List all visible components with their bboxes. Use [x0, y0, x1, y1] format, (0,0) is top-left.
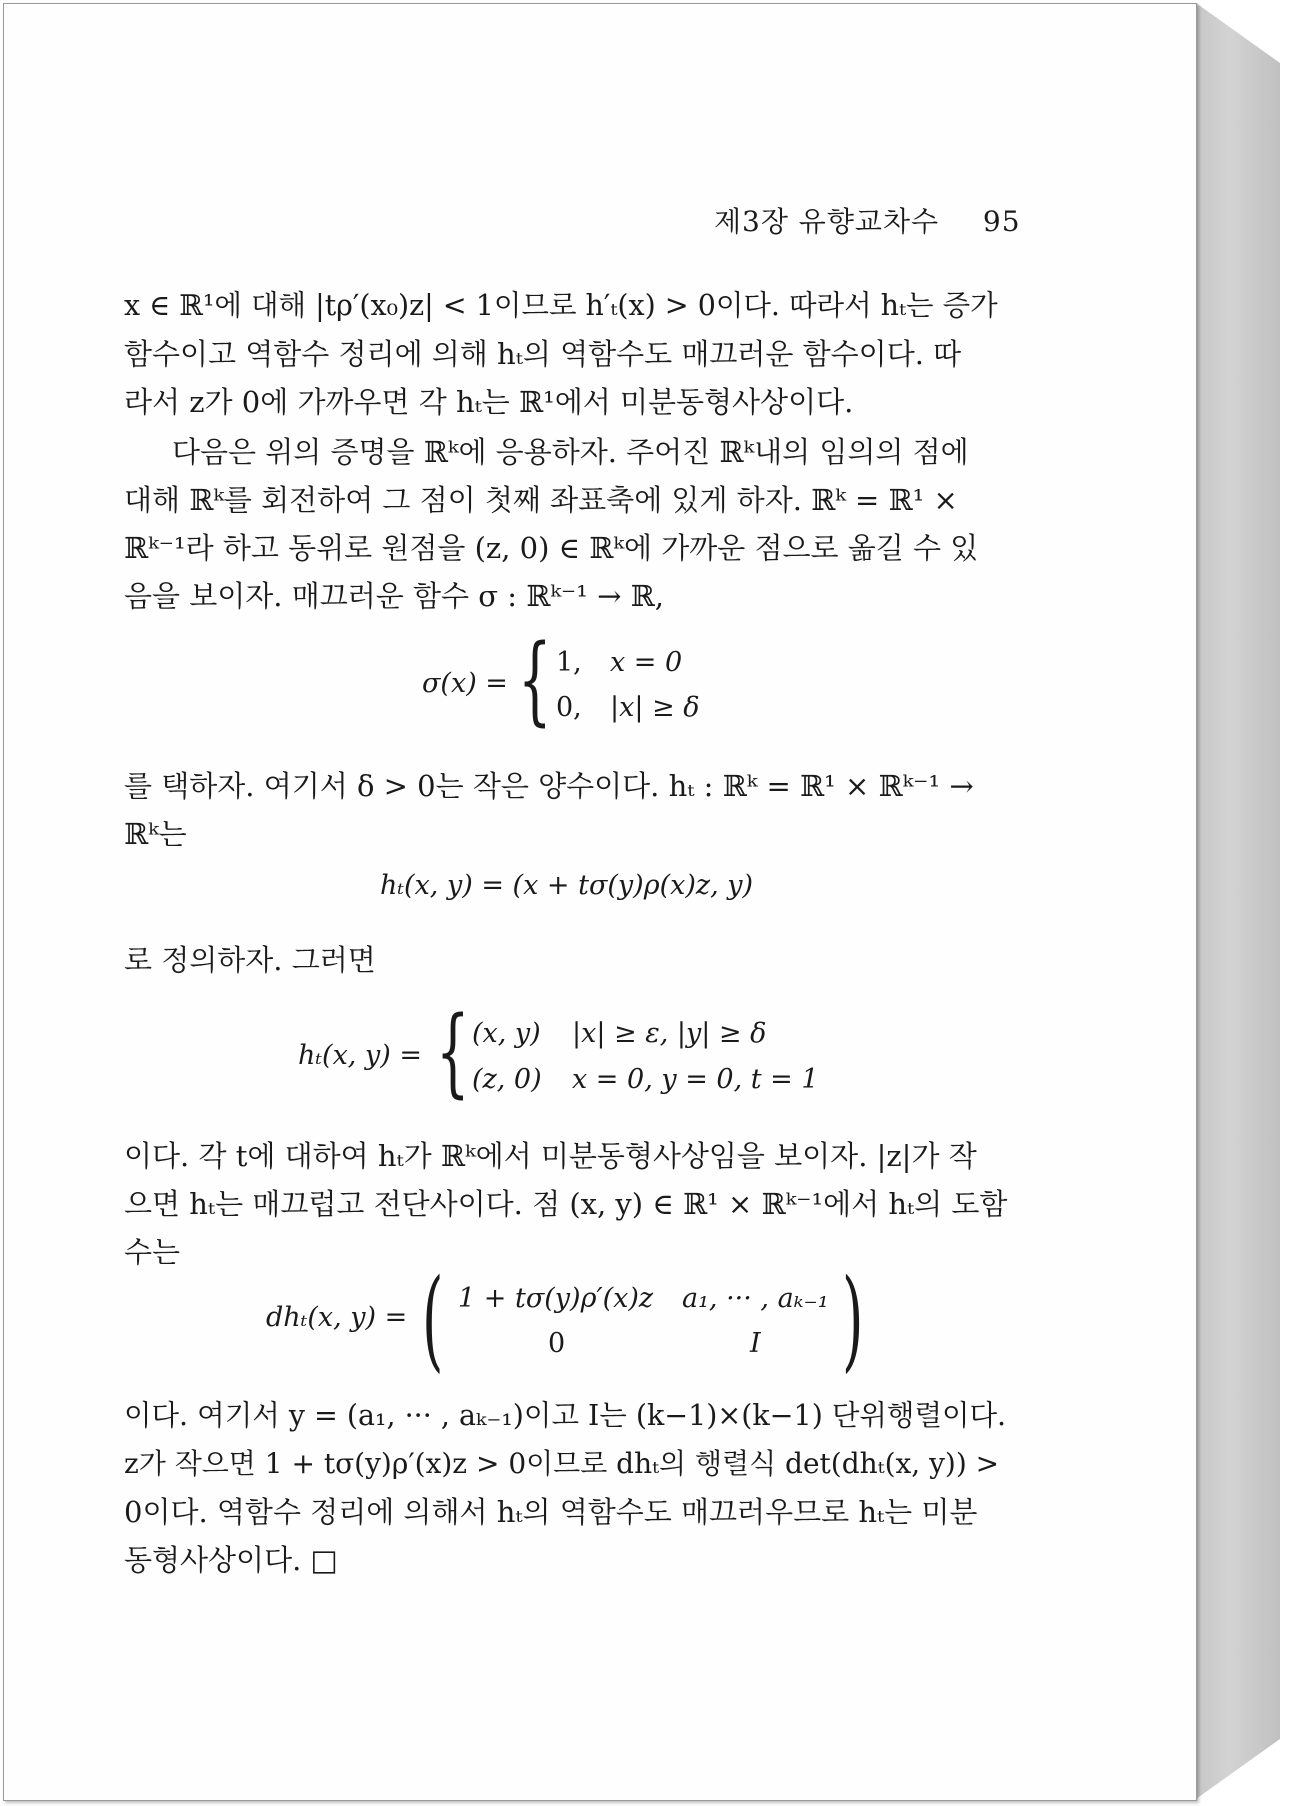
equation-lhs: σ(x) =	[422, 668, 508, 699]
text-line: 이다. 여기서 y = (a₁, ··· , aₖ₋₁)이고 I는 (k−1)×(k−1) 단위행렬이다.	[124, 1399, 1007, 1432]
case-condition: x = 0, y = 0, t = 1	[572, 1064, 819, 1095]
chapter-title: 제3장 유향교차수	[714, 205, 940, 238]
right-paren: )	[842, 1255, 864, 1383]
text-line: 다음은 위의 증명을 ℝᵏ에 응용하자. 주어진 ℝᵏ내의 임의의 점에	[172, 435, 969, 469]
left-brace: {	[518, 624, 552, 736]
case-condition: |x| ≥ δ	[610, 692, 700, 723]
running-header	[714, 200, 1021, 240]
text-line: 으면 hₜ는 매끄럽고 전단사이다. 점 (x, y) ∈ ℝ¹ × ℝᵏ⁻¹에서 hₜ의 도함	[124, 1187, 1008, 1221]
equation-ht-definition: hₜ(x, y) = (x + tσ(y)ρ(x)z, y)	[380, 870, 754, 901]
text-line: 수는	[124, 1235, 181, 1269]
matrix-entry: 1 + tσ(y)ρ′(x)z	[458, 1283, 654, 1314]
matrix-entry: I	[750, 1328, 761, 1359]
case-value: 0,	[556, 692, 582, 723]
text-line: 로 정의하자. 그러면	[124, 943, 376, 977]
text-line: 0이다. 역함수 정리에 의해서 hₜ의 역함수도 매끄러우므로 hₜ는 미분	[124, 1495, 978, 1529]
text-line: 함수이고 역함수 정리에 의해 hₜ의 역함수도 매끄러운 함수이다. 따	[124, 337, 962, 371]
case-value: (x, y)	[472, 1018, 541, 1049]
text-line: x ∈ ℝ¹에 대해 |tρ′(x₀)z| < 1이므로 h′ₜ(x) > 0이다. 따라서 hₜ는 증가	[124, 289, 998, 322]
left-brace: {	[436, 996, 470, 1108]
page-number: 95	[982, 205, 1021, 238]
text-line: 대해 ℝᵏ를 회전하여 그 점이 첫째 좌표축에 있게 하자. ℝᵏ = ℝ¹ ×	[124, 483, 958, 517]
text-line: 동형사상이다. □	[124, 1543, 338, 1577]
text-line: 음을 보이자. 매끄러운 함수 σ : ℝᵏ⁻¹ → ℝ,	[124, 579, 664, 613]
case-value: 1,	[556, 647, 582, 678]
text-line: 를 택하자. 여기서 δ > 0는 작은 양수이다. hₜ : ℝᵏ = ℝ¹ × ℝᵏ⁻¹ →	[124, 769, 974, 803]
text-line: 이다. 각 t에 대하여 hₜ가 ℝᵏ에서 미분동형사상임을 보이자. |z|가 작	[124, 1139, 977, 1173]
text-line: z가 작으면 1 + tσ(y)ρ′(x)z > 0이므로 dhₜ의 행렬식 det(dhₜ(x, y)) >	[124, 1447, 1000, 1480]
book-spine	[1196, 3, 1280, 1799]
text-line: ℝᵏ⁻¹라 하고 동위로 원점을 (z, 0) ∈ ℝᵏ에 가까운 점으로 옮길 수 있	[124, 531, 979, 565]
case-condition: x = 0	[610, 647, 683, 678]
left-paren: (	[422, 1255, 444, 1383]
text-line: ℝᵏ는	[124, 817, 187, 851]
case-condition: |x| ≥ ε, |y| ≥ δ	[572, 1018, 767, 1049]
text-line: 라서 z가 0에 가까우면 각 hₜ는 ℝ¹에서 미분동형사상이다.	[124, 385, 854, 419]
equation-lhs: dhₜ(x, y) =	[266, 1302, 408, 1333]
matrix-entry: 0	[548, 1328, 566, 1359]
matrix-entry: a₁, ··· , aₖ₋₁	[682, 1283, 829, 1314]
equation-lhs: hₜ(x, y) =	[298, 1040, 422, 1071]
case-value: (z, 0)	[472, 1064, 542, 1095]
